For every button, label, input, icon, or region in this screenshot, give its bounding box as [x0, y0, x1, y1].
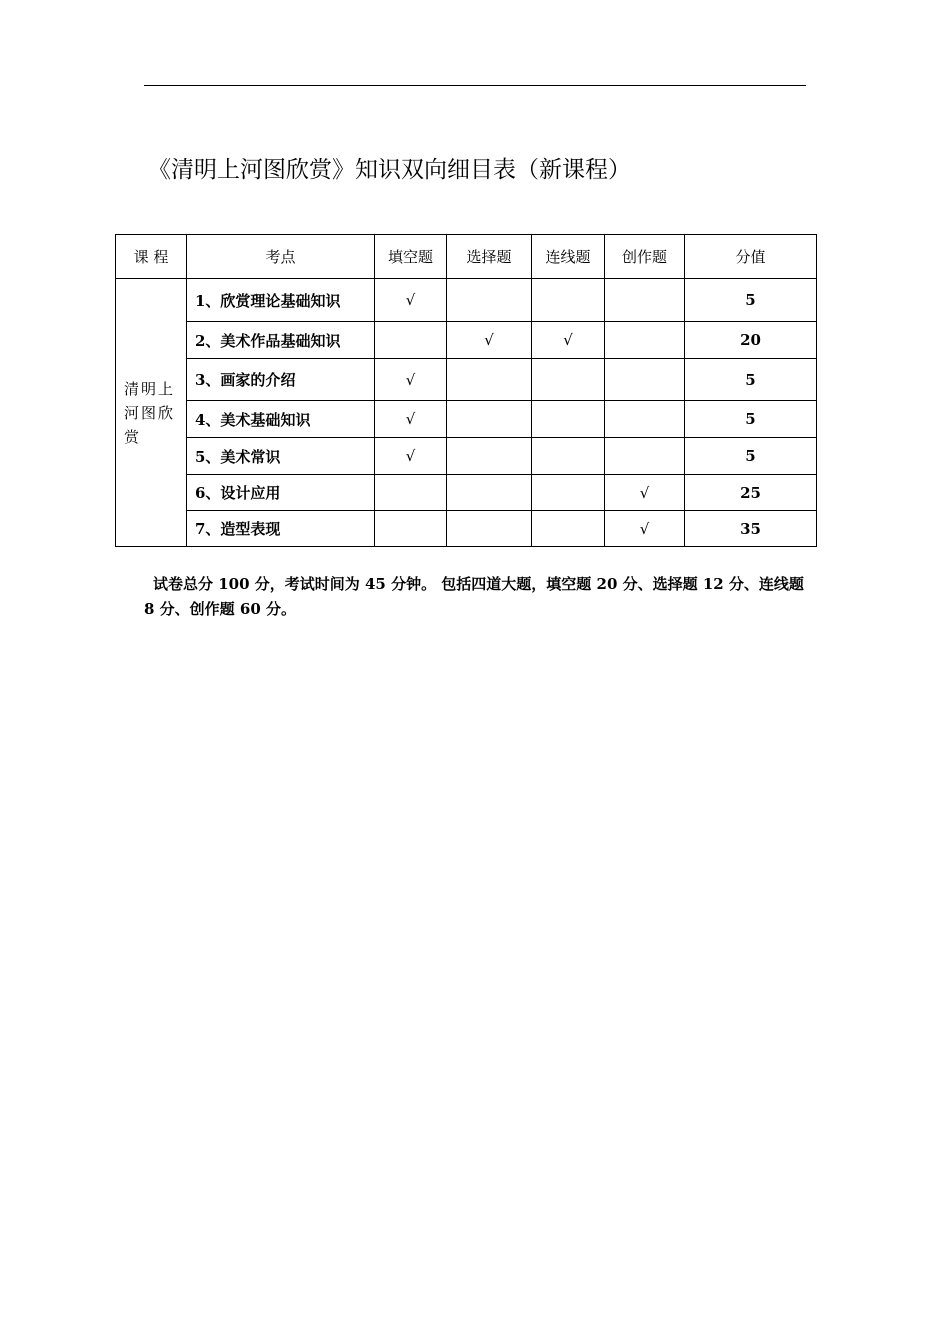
exam-note: 试卷总分 100 分，考试时间为 45 分钟。 包括四道大题，填空题 20 分、选择题 12 分、连线题 8 分、创作题 60 分。 — [144, 575, 804, 618]
fill-blank-mark — [375, 322, 447, 359]
topic-cell: 2、美术作品基础知识 — [187, 322, 375, 359]
creation-mark — [605, 438, 685, 475]
header-rule — [144, 85, 806, 86]
topic-cell: 4、美术基础知识 — [187, 401, 375, 438]
table-row — [116, 401, 817, 438]
multiple-choice-mark — [447, 401, 532, 438]
creation-mark — [605, 322, 685, 359]
header-course: 课 程 — [116, 235, 187, 279]
table-row — [116, 438, 817, 475]
multiple-choice-mark — [447, 438, 532, 475]
fill-blank-mark — [375, 475, 447, 511]
score-cell: 5 — [685, 279, 817, 322]
score-cell: 25 — [685, 475, 817, 511]
header-matching: 连线题 — [532, 235, 605, 279]
matching-mark: √ — [532, 322, 605, 359]
fill-blank-mark: √ — [375, 438, 447, 475]
header-topic: 考点 — [187, 235, 375, 279]
creation-mark — [605, 359, 685, 401]
multiple-choice-mark — [447, 511, 532, 547]
creation-mark: √ — [605, 475, 685, 511]
matching-mark — [532, 401, 605, 438]
multiple-choice-mark: √ — [447, 322, 532, 359]
fill-blank-mark — [375, 511, 447, 547]
topic-cell: 5、美术常识 — [187, 438, 375, 475]
fill-blank-mark: √ — [375, 279, 447, 322]
score-cell: 5 — [685, 401, 817, 438]
header-multiple-choice: 选择题 — [447, 235, 532, 279]
table-row — [116, 511, 817, 547]
header-creation: 创作题 — [605, 235, 685, 279]
creation-mark: √ — [605, 511, 685, 547]
matching-mark — [532, 475, 605, 511]
table-row — [116, 475, 817, 511]
multiple-choice-mark — [447, 475, 532, 511]
topic-cell: 7、造型表现 — [187, 511, 375, 547]
topic-cell: 3、画家的介绍 — [187, 359, 375, 401]
page-title: 《清明上河图欣赏》知识双向细目表（新课程） — [148, 157, 631, 183]
table-row — [116, 359, 817, 401]
score-cell: 5 — [685, 438, 817, 475]
topic-cell: 6、设计应用 — [187, 475, 375, 511]
matching-mark — [532, 359, 605, 401]
header-fill-blank: 填空题 — [375, 235, 447, 279]
matching-mark — [532, 279, 605, 322]
table-header-row — [116, 235, 817, 279]
score-cell: 35 — [685, 511, 817, 547]
multiple-choice-mark — [447, 359, 532, 401]
topic-cell: 1、欣赏理论基础知识 — [187, 279, 375, 322]
knowledge-spec-table — [115, 234, 817, 547]
fill-blank-mark: √ — [375, 401, 447, 438]
table-row — [116, 279, 817, 322]
creation-mark — [605, 279, 685, 322]
score-cell: 5 — [685, 359, 817, 401]
course-cell: 清明上河图欣赏 — [116, 279, 187, 547]
score-cell: 20 — [685, 322, 817, 359]
header-score: 分值 — [685, 235, 817, 279]
table-row — [116, 322, 817, 359]
fill-blank-mark: √ — [375, 359, 447, 401]
multiple-choice-mark — [447, 279, 532, 322]
creation-mark — [605, 401, 685, 438]
matching-mark — [532, 438, 605, 475]
matching-mark — [532, 511, 605, 547]
